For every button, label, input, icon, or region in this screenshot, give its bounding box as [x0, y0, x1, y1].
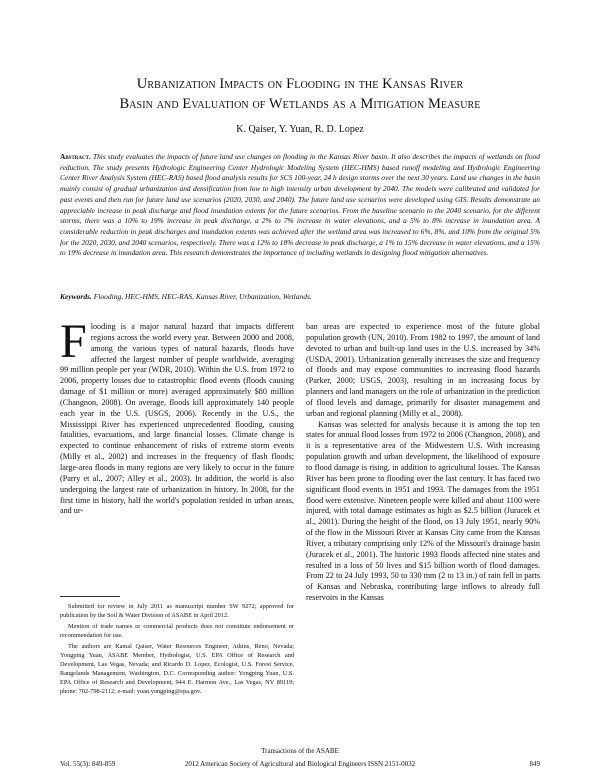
body-paragraph: Kansas was selected for analysis because it is among the top ten states for annual flood losses from 1972 to 2006 (Changnon, 2008), and it is a representative area of the Midwestern U.S. With increasing population growth and urban development, the likelihood of exposure to flood damage is rising, in addition to agricultural losses. The Kansas River has been prone to flooding over the last century. It has faced two significant flood events in 1951 and 1993. The damages from the 1951 flood were extensive. Nineteen people were killed and about 1100 were injured, with total damage estimates as high as $2.5 billion (Juracek et al., 2001). During the height of the flood, on 13 July 1951, nearly 90% of the flow in the Missouri River at Kansas City came from the Kansas River, a tributary comprising only 12% of the Missouri's drainage basin (Juracek et al., 2001). The historic 1993 floods affected nine states and resulted in a loss of 50 lives and $15 billion worth of flood damages. From 22 to 24 July 1993, 50 to 330 mm (2 to 13 in.) of rain fell in parts of Kansas and Nebraska, contributing large inflows to already full reservoirs in the Kansas — [306, 419, 540, 603]
abstract-text: This study evaluates the impacts of future land use changes on flooding in the Kansas River basin. It also describes the impacts of wetlands on flood reduction. The study presents Hydrologic Engineering Center Hydrologic Modeling System (HEC-HMS) based runoff modeling and Hydrologic Engineering Center River Analysis System (HEC-RAS) based flood analysis results for SCS 100-year, 24 h design storms over the next 30 years. Land use changes in the basin mainly consist of gradual urbanization and densification from low to high intensity urban development by 2040. The models were calibrated and validated for past events and then run for future land use scenarios (2020, 2030, and 2040). The future land use scenarios were developed using GIS. Results demonstrate an appreciable increase in peak discharge and flood inundation extents for the future scenarios. From the baseline scenario to the 2040 scenario, for the different storms, there was a 10% to 19% increase in peak discharge, a 2% to 7% increase in water elevations, and a 5% to 8% increase in inundation area. A considerable reduction in peak discharges and inundation extents was achieved after the wetland area was increased to 6%, 8%, and 10% from the original 5% for the 2020, 2030, and 2040 scenarios, respectively. There was a 12% to 18% decrease in peak discharge, a 1% to 15% decrease in water elevations, and a 15% to 19% decrease in inundation area. This research demonstrates the importance of including wetlands in designing flood mitigation alternatives. — [60, 152, 540, 258]
keywords — [60, 292, 540, 301]
paper-title-line-2: Basin and Evaluation of Wetlands as a Mitigation Measure — [119, 96, 481, 112]
volume-info: Vol. 55(3): 849-859 — [60, 760, 116, 768]
abstract — [60, 152, 540, 259]
paper-title-line-1: Urbanization Impacts on Flooding in the Kansas River — [136, 76, 464, 92]
footnote-divider — [60, 596, 120, 597]
copyright-issn: 2012 American Society of Agricultural and Biological Engineers ISSN 2151-0032 — [184, 760, 416, 768]
footnotes — [60, 602, 294, 698]
body-paragraph — [60, 315, 294, 517]
drop-cap: F — [60, 315, 87, 368]
journal-name: Transactions of the ASABE — [261, 747, 339, 755]
footnote-disclaimer: Mention of trade names or commercial products does not constitute endorsement or recommendation for use. — [60, 623, 294, 639]
paragraph-text: looding is a major natural hazard that impacts different regions across the world every year. Between 2000 and 2008, among the various types of natural hazards, floods have affected the largest number of people worldwide, averaging 99 million people per year (WDR, 2010). Within the U.S. from 1972 to 2006, property losses due to catastrophic flood events (floods causing damage of $1 million or more) averaged approximately $80 million (Changnon, 2008). On average, floods kill approximately 140 people each year in the U.S. (USGS, 2006). Recently in the U.S., the Mississippi River has experienced unprecedented flooding, causing fatalities, evacuations, and large financial losses. Climate change is expected to continue enhancement of risks of extreme storm events (Milly et al., 2002) and increases in the frequency of flash floods; large-area floods in many regions are very likely to occur in the future (Parry et al., 2007; Alley et al., 2003). In addition, the world is also undergoing the largest rate of urbanization in history. In 2008, for the first time in history, half the world's population resided in urban areas, and ur- — [60, 322, 294, 516]
page-number: 849 — [529, 760, 540, 768]
footnote-submission: Submitted for review in July 2011 as manuscript number SW 9272; approved for publication by the Soil & Water Division of ASABE in April 2012. — [60, 603, 294, 619]
author-list: K. Qaiser, Y. Yuan, R. D. Lopez — [236, 124, 364, 135]
body-column-left — [60, 315, 294, 517]
abstract-heading: Abstract. — [60, 152, 91, 161]
body-column-right — [306, 322, 540, 604]
body-paragraph: ban areas are expected to experience most of the future global population growth (UN, 2010). From 1982 to 1997, the amount of land devoted to urban and built-up land uses in the U.S. increased by 34% (USDA, 2001). Urbanization generally increases the size and frequency of floods and may expose communities to increasing flood hazards (Parker, 2000; USGS, 2003), resulting in an increasing focus by planners and land managers on the role of urbanization in the prediction of flood levels and damage, primarily for disaster management and urban and regional planning (Milly et al., 2008). — [306, 322, 540, 418]
footnote-authors: The authors are Kamal Qaiser, Water Resources Engineer, Atkins, Reno, Nevada; Yongping Yuan, ASABE Member, Hydrologist, U.S. EPA Office of Research and Development, Las Vegas, Nevada; and Ricardo D. Lopez, Ecologist, U.S. Forest Service, Rangelands Management, Washington, D.C. Corresponding author: Yongping Yuan, U.S. EPA Office of Research and Development, 944 E. Harmon Ave., Las Vegas, NV 89119; phone: 702-798-2112; e-mail: yuan.yongping@epa.gov. — [60, 643, 294, 695]
keywords-heading: Keywords. — [60, 292, 92, 301]
keywords-text: Flooding, HEC-HMS, HEC-RAS, Kansas River, Urbanization, Wetlands. — [91, 292, 312, 301]
